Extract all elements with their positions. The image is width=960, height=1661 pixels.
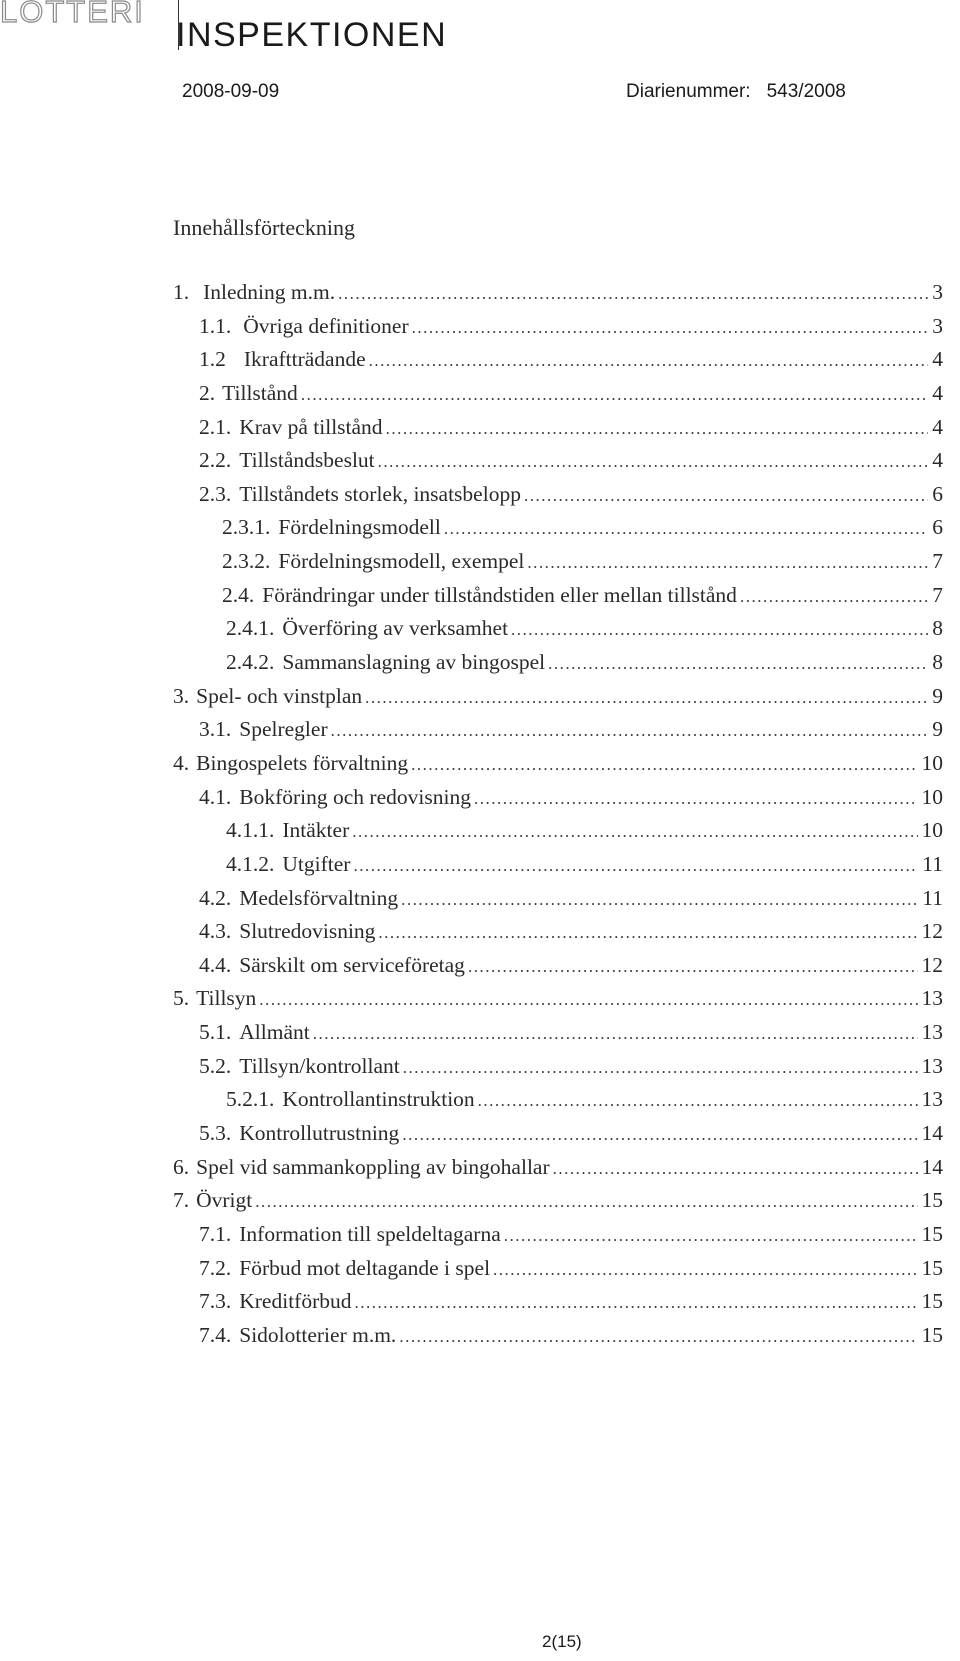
toc-entry[interactable] — [173, 347, 943, 381]
toc-entry[interactable] — [173, 549, 943, 583]
toc-leader-dots — [352, 822, 917, 842]
toc-entry-number: 5.2.1. — [226, 1087, 275, 1112]
toc-entry[interactable] — [173, 616, 943, 650]
toc-entry-text: Tillsyn/kontrollant — [239, 1053, 400, 1078]
toc-entry-page: 11 — [922, 885, 943, 910]
toc-entry-text: Spel- och vinstplan — [196, 683, 363, 708]
toc-entry-text: Förbud mot deltagande i spel — [239, 1255, 491, 1280]
toc-entry-number: 2.3.2. — [222, 549, 271, 574]
toc-entry-text: Övriga definitioner — [243, 313, 409, 338]
toc-entry-number: 4.2. — [199, 885, 232, 910]
toc-entry-text: Inledning m.m. — [203, 280, 336, 304]
toc-entry-number: 4.1.1. — [226, 818, 275, 843]
toc-entry-text: Bokföring och redovisning — [239, 784, 471, 809]
toc-entry[interactable] — [173, 1020, 943, 1054]
toc-entry[interactable] — [173, 415, 943, 449]
toc-entry[interactable] — [173, 1289, 943, 1323]
toc-entry-page: 14 — [921, 1154, 943, 1179]
toc-entry-page: 4 — [932, 414, 943, 439]
toc-entry-text: Tillsyn — [196, 986, 257, 1011]
toc-entry-text: Överföring av verksamhet — [282, 616, 509, 641]
toc-entry-text: Utgifter — [282, 851, 351, 876]
toc-leader-dots — [411, 755, 917, 775]
toc-leader-dots — [255, 1192, 917, 1212]
table-of-contents — [173, 280, 943, 1357]
toc-entry-page: 8 — [932, 616, 943, 641]
toc-entry-page: 8 — [932, 650, 943, 675]
toc-entry[interactable] — [173, 886, 943, 920]
toc-entry-number: 1.2 — [199, 347, 226, 372]
toc-leader-dots — [412, 318, 929, 338]
toc-entry-page: 15 — [921, 1289, 943, 1314]
toc-entry-number: 4.1. — [199, 784, 232, 809]
toc-entry-number: 2.3.1. — [222, 515, 271, 540]
toc-entry-page: 10 — [921, 750, 943, 775]
toc-entry-number: 1.1. — [199, 313, 232, 338]
toc-entry[interactable] — [173, 1054, 943, 1088]
toc-leader-dots — [313, 1024, 918, 1044]
diarienummer-label: Diarienummer: — [626, 81, 751, 102]
toc-entry-text: Information till speldeltagarna — [239, 1221, 501, 1246]
toc-entry-text: Tillståndets storlek, insatsbelopp — [239, 481, 521, 506]
toc-entry-page: 4 — [932, 347, 943, 372]
toc-entry-text: Kontrollantinstruktion — [282, 1087, 475, 1112]
toc-entry-number: 2.4.2. — [226, 650, 275, 675]
toc-entry-text: Sammanslagning av bingospel — [282, 650, 546, 675]
toc-entry-text: Övrigt — [196, 1188, 253, 1213]
toc-leader-dots — [444, 519, 928, 539]
toc-entry-page: 4 — [932, 448, 943, 473]
toc-entry[interactable] — [173, 1155, 943, 1189]
toc-entry[interactable] — [173, 314, 943, 348]
agency-logo — [0, 0, 540, 60]
toc-entry-text: Spelregler — [239, 717, 328, 742]
toc-entry-text: Medelsförvaltning — [239, 885, 399, 910]
toc-entry-page: 9 — [932, 683, 943, 708]
toc-entry-text: Särskilt om serviceföretag — [239, 952, 465, 977]
toc-leader-dots — [399, 1327, 917, 1347]
toc-entry-text: Intäkter — [282, 818, 350, 843]
toc-entry-page: 11 — [922, 851, 943, 876]
toc-entry[interactable] — [173, 482, 943, 516]
toc-entry[interactable] — [173, 1121, 943, 1155]
toc-entry-number: 1. — [173, 280, 190, 304]
toc-leader-dots — [548, 654, 928, 674]
toc-entry-page: 10 — [921, 784, 943, 809]
toc-entry[interactable] — [173, 650, 943, 684]
toc-entry-number: 4.1.2. — [226, 851, 275, 876]
toc-entry-text: Krav på tillstånd — [239, 414, 383, 439]
toc-entry-text: Ikraftträdande — [243, 347, 366, 372]
toc-entry-number: 7.2. — [199, 1255, 232, 1280]
toc-entry-page: 3 — [932, 280, 943, 304]
toc-entry-text: Bingospelets förvaltning — [196, 750, 409, 775]
toc-entry-number: 2.4.1. — [226, 616, 275, 641]
toc-entry-page: 7 — [932, 582, 943, 607]
toc-leader-dots — [468, 957, 918, 977]
toc-entry-page: 12 — [921, 952, 943, 977]
toc-entry-page: 14 — [921, 1121, 943, 1146]
toc-entry-text: Tillstånd — [222, 380, 298, 405]
toc-entry[interactable] — [173, 818, 943, 852]
toc-leader-dots — [378, 452, 929, 472]
toc-leader-dots — [524, 486, 928, 506]
toc-entry-page: 6 — [932, 515, 943, 540]
toc-leader-dots — [527, 553, 928, 573]
toc-entry-page: 3 — [932, 313, 943, 338]
toc-leader-dots — [401, 890, 918, 910]
toc-entry[interactable] — [173, 785, 943, 819]
toc-entry[interactable] — [173, 1087, 943, 1121]
toc-entry-page: 15 — [921, 1255, 943, 1280]
toc-entry[interactable] — [173, 1323, 943, 1357]
toc-entry-page: 4 — [932, 380, 943, 405]
toc-leader-dots — [331, 721, 929, 741]
toc-entry-text: Sidolotterier m.m. — [239, 1322, 397, 1347]
toc-leader-dots — [386, 419, 929, 439]
toc-entry-page: 9 — [932, 717, 943, 742]
toc-entry-text: Kontrollutrustning — [239, 1121, 400, 1146]
toc-leader-dots — [740, 587, 928, 607]
logo-outline-text: LOTTERI — [0, 0, 145, 29]
toc-entry[interactable] — [173, 751, 943, 785]
diarienummer-value: 543/2008 — [766, 81, 846, 102]
toc-entry[interactable] — [173, 1188, 943, 1222]
toc-leader-dots — [474, 789, 918, 809]
toc-leader-dots — [369, 351, 929, 371]
toc-entry-page: 15 — [921, 1322, 943, 1347]
toc-entry[interactable] — [173, 280, 943, 314]
toc-entry-number: 2.2. — [199, 448, 232, 473]
toc-leader-dots — [493, 1260, 917, 1280]
toc-entry-text: Tillståndsbeslut — [239, 448, 375, 473]
toc-entry-text: Slutredovisning — [239, 919, 376, 944]
toc-entry-page: 15 — [921, 1221, 943, 1246]
toc-title: Innehållsförteckning — [173, 215, 356, 240]
toc-entry-text: Spel vid sammankoppling av bingohallar — [196, 1154, 550, 1179]
toc-entry-number: 7.3. — [199, 1289, 232, 1314]
toc-entry-number: 4.3. — [199, 919, 232, 944]
toc-entry-number: 2.3. — [199, 481, 232, 506]
toc-entry-number: 7.1. — [199, 1221, 232, 1246]
toc-entry-text: Fördelningsmodell, exempel — [278, 549, 525, 574]
toc-entry-text: Förändringar under tillståndstiden eller mellan tillstånd — [262, 582, 737, 607]
toc-entry-number: 3. — [173, 683, 190, 708]
toc-entry[interactable] — [173, 684, 943, 718]
toc-entry-text: Allmänt — [239, 1020, 310, 1045]
toc-leader-dots — [553, 1159, 918, 1179]
toc-entry-number: 2.4. — [222, 582, 255, 607]
toc-leader-dots — [504, 1226, 918, 1246]
toc-entry-number: 4. — [173, 750, 190, 775]
toc-entry-page: 15 — [921, 1188, 943, 1213]
toc-entry-number: 5. — [173, 986, 190, 1011]
toc-entry-number: 7. — [173, 1188, 190, 1213]
logo-main-text: INSPEKTIONEN — [176, 16, 448, 54]
toc-leader-dots — [355, 1293, 918, 1313]
toc-entry-page: 7 — [932, 549, 943, 574]
page-indicator: 2(15) — [542, 1632, 582, 1651]
toc-entry-number: 4.4. — [199, 952, 232, 977]
toc-entry-text: Kreditförbud — [239, 1289, 352, 1314]
toc-entry-number: 5.3. — [199, 1121, 232, 1146]
toc-entry-page: 6 — [932, 481, 943, 506]
toc-leader-dots — [402, 1125, 917, 1145]
toc-entry[interactable] — [173, 953, 943, 987]
toc-entry-page: 13 — [921, 1053, 943, 1078]
toc-entry-page: 13 — [921, 986, 943, 1011]
diarienummer — [626, 81, 846, 103]
toc-entry-number: 5.1. — [199, 1020, 232, 1045]
toc-entry-page: 12 — [921, 919, 943, 944]
toc-leader-dots — [378, 923, 917, 943]
toc-leader-dots — [403, 1058, 918, 1078]
document-date: 2008-09-09 — [182, 81, 280, 102]
toc-entry-number: 3.1. — [199, 717, 232, 742]
toc-entry[interactable] — [173, 583, 943, 617]
toc-entry[interactable] — [173, 1222, 943, 1256]
toc-entry-page: 13 — [921, 1020, 943, 1045]
toc-entry[interactable] — [173, 515, 943, 549]
toc-entry-number: 7.4. — [199, 1322, 232, 1347]
toc-leader-dots — [353, 856, 918, 876]
toc-leader-dots — [259, 990, 917, 1010]
toc-entry[interactable] — [173, 717, 943, 751]
toc-entry-number: 6. — [173, 1154, 190, 1179]
toc-entry-page: 13 — [921, 1087, 943, 1112]
toc-entry-number: 2.1. — [199, 414, 232, 439]
toc-entry[interactable] — [173, 1256, 943, 1290]
toc-entry[interactable] — [173, 448, 943, 482]
toc-entry[interactable] — [173, 919, 943, 953]
toc-entry-number: 5.2. — [199, 1053, 232, 1078]
toc-entry[interactable] — [173, 986, 943, 1020]
toc-entry-page: 10 — [921, 818, 943, 843]
toc-leader-dots — [511, 620, 928, 640]
toc-leader-dots — [338, 284, 928, 304]
toc-entry-number: 2. — [199, 380, 216, 405]
toc-leader-dots — [478, 1091, 918, 1111]
toc-leader-dots — [365, 688, 928, 708]
toc-leader-dots — [301, 385, 928, 405]
toc-entry[interactable] — [173, 381, 943, 415]
toc-entry[interactable] — [173, 852, 943, 886]
toc-entry-text: Fördelningsmodell — [278, 515, 441, 540]
